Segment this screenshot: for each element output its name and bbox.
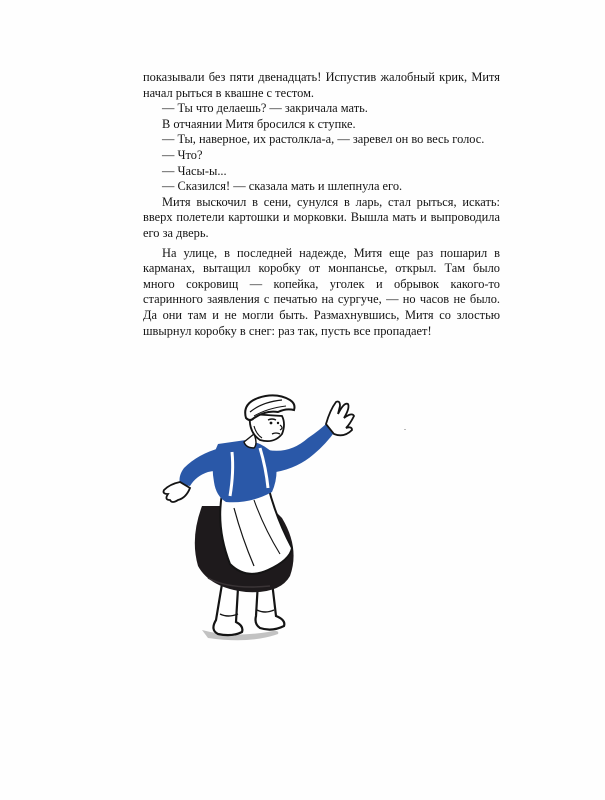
paragraph: На улице, в последней надежде, Митя еще раз пошарил в карманах, вытащил коробку от монпансье, открыл. Там было много сокровищ — копейка, уголек и обрывок какого-то старинного заявления с печатью на сургуче, — но часов не было. Да они там и не могли быть. Размахнувшись, Митя со злостью швырнул коробку в снег: раз так, пусть все пропадает! bbox=[143, 245, 500, 338]
paragraph: — Ты что делаешь? — закричала мать. bbox=[162, 101, 368, 116]
paragraph: показывали без пяти двенадцать! Испустив жалобный крик, Митя начал рыться в квашне с тестом. bbox=[143, 70, 500, 100]
paragraph: — Что? bbox=[162, 147, 203, 162]
page-text bbox=[143, 70, 500, 339]
print-speck bbox=[404, 429, 406, 430]
paragraph: — Ты, наверное, их растолкла-а, — заревел он во весь голос. bbox=[162, 132, 485, 147]
paragraph: В отчаянии Митя бросился к ступке. bbox=[162, 116, 356, 131]
left-leg bbox=[213, 584, 242, 635]
mother-illustration bbox=[150, 388, 370, 648]
paragraph: — Часы-ы... bbox=[162, 163, 227, 178]
lowered-hand bbox=[164, 482, 191, 502]
paragraph: Митя выскочил в сени, сунулся в ларь, стал рыться, искать: вверх полетели картошки и морковки. Вышла мать и выпроводила его за дверь. bbox=[143, 194, 500, 240]
paragraph: — Сказился! — сказала мать и шлепнула его. bbox=[162, 179, 403, 194]
raised-hand bbox=[326, 402, 354, 436]
